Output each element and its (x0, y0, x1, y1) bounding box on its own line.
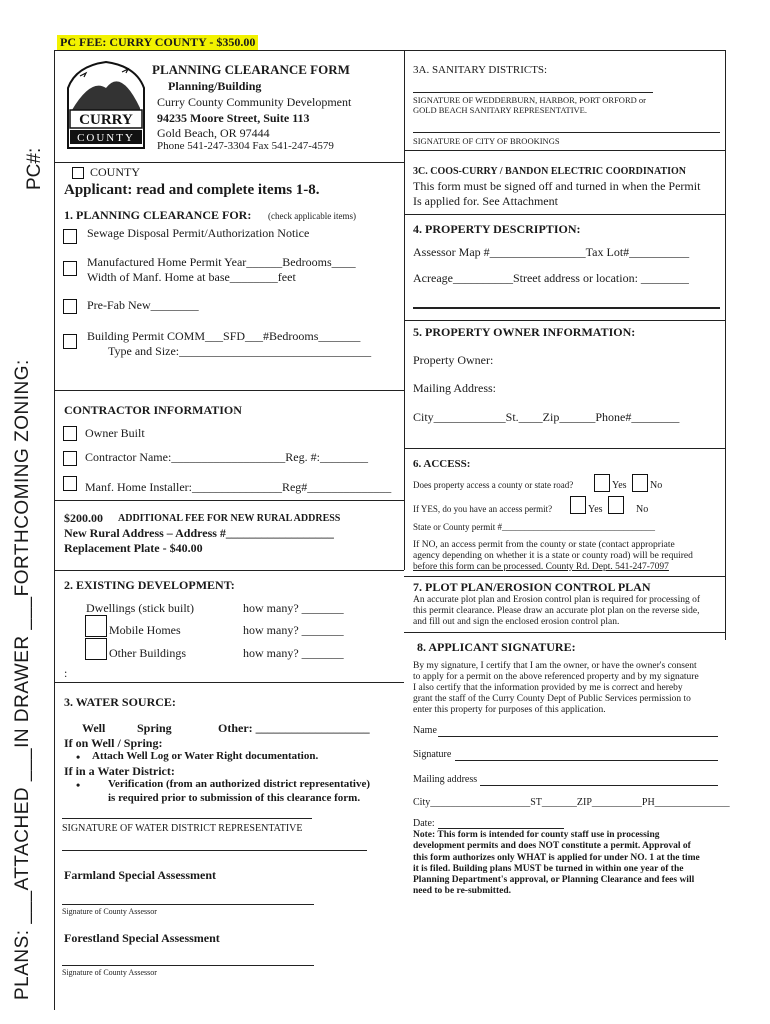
s3c-line2: Is applied for. See Attachment (413, 194, 558, 208)
bullet2: • (76, 778, 81, 792)
dwellings-label: Dwellings (stick built) (86, 601, 194, 615)
divider (54, 500, 404, 501)
access-note-line2: agency depending on whether it is a state or county road) will be required (413, 551, 693, 561)
replacement-plate-line: Replacement Plate - $40.00 (64, 541, 203, 555)
water-district-heading: If in a Water District: (64, 764, 175, 778)
cert-line1: By my signature, I certify that I am the owner, or have the owner's consent (413, 661, 697, 671)
sewage-label: Sewage Disposal Permit/Authorization Notice (87, 226, 310, 240)
signature-input-line[interactable] (455, 760, 718, 761)
applicant-mailing-label: Mailing address (413, 774, 478, 785)
access-no-label: No (650, 480, 663, 491)
plot-plan-note (413, 595, 700, 628)
form-title: PLANNING CLEARANCE FORM (152, 62, 350, 77)
s6-heading: 6. ACCESS: (413, 458, 471, 470)
signature-line (62, 818, 312, 819)
cert-line4: grant the staff of the Curry County Dept of Public Services permission to (413, 694, 691, 704)
svg-text:CURRY: CURRY (79, 112, 133, 128)
access-note-line3: before this form can be processed. County Rd. Dept. 541-247-7097 (413, 562, 669, 572)
curry-county-logo (66, 58, 146, 150)
assessor-map-field[interactable]: Assessor Map #________________Tax Lot#__________ (413, 245, 690, 259)
forest-assessor-signature: Signature of County Assessor (62, 968, 157, 977)
road-access-question: Does property access a county or state road? (413, 480, 574, 490)
mobile-homes-label: Mobile Homes (109, 623, 181, 637)
property-owner-field[interactable]: Property Owner: (413, 353, 494, 367)
contractor-heading: CONTRACTOR INFORMATION (64, 403, 242, 417)
signature-line (413, 92, 653, 93)
s1-heading: 1. PLANNING CLEARANCE FOR: (64, 208, 252, 222)
divider (404, 632, 726, 633)
access-yes-checkbox[interactable] (594, 474, 610, 492)
farmland-heading: Farmland Special Assessment (64, 868, 217, 882)
mfh-line1: Manufactured Home Permit Year______Bedrooms____ (87, 255, 356, 269)
well-spring-heading: If on Well / Spring: (64, 736, 163, 750)
top-border (54, 50, 726, 51)
date-label: Date: (413, 818, 435, 829)
building-permit-checkbox[interactable] (63, 334, 77, 349)
form-subtitle: Planning/Building (168, 79, 262, 93)
divider (404, 448, 726, 449)
contractor-checkbox[interactable] (63, 451, 77, 466)
manufactured-home-checkbox[interactable] (63, 261, 77, 276)
access-note (413, 540, 693, 573)
certification-text (413, 661, 699, 716)
access-no-checkbox[interactable] (632, 474, 648, 492)
agency-phone: Phone 541-247-3304 Fax 541-247-4579 (157, 140, 334, 152)
s3a-heading: 3A. SANITARY DISTRICTS: (413, 64, 548, 76)
bp-line1: Building Permit COMM___SFD___#Bedrooms_______ (87, 329, 361, 343)
plot-plan-line1: An accurate plot plan and Erosion control plan is required for processing of (413, 595, 701, 605)
permit-yes-label: Yes (588, 504, 603, 515)
permit-no-checkbox[interactable] (608, 496, 624, 514)
divider (404, 214, 726, 215)
agency-street: 94235 Moore Street, Suite 113 (157, 111, 310, 125)
well-log-instruction: Attach Well Log or Water Right documentation. (92, 750, 319, 762)
bullet1: • (76, 750, 81, 764)
mailing-address-field[interactable]: Mailing Address: (413, 381, 496, 395)
divider (54, 570, 404, 571)
spring-label[interactable]: Spring (137, 721, 172, 735)
cert-line5: enter this property for purposes of this application. (413, 705, 606, 715)
divider (54, 162, 404, 163)
permit-number-field[interactable]: State or County permit #__________________________________ (413, 522, 655, 532)
other-source-field[interactable]: Other: ___________________ (218, 721, 370, 735)
signature-line (62, 965, 314, 966)
s7-heading: 7. PLOT PLAN/EROSION CONTROL PLAN (413, 580, 651, 594)
note-line3: this form authorizes only WHAT is applied for under NO. 1 at the time (413, 852, 700, 863)
blank-line (413, 307, 720, 309)
s3c-heading: 3C. COOS-CURRY / BANDON ELECTRIC COORDINATION (413, 166, 687, 177)
agency-city: Gold Beach, OR 97444 (157, 126, 270, 140)
applicant-title: Applicant: read and complete items 1-8. (64, 182, 320, 198)
note-line1: Note: This form is intended for county staff use in processing (413, 830, 660, 840)
name-input-line[interactable] (438, 736, 718, 737)
svg-text:COUNTY: COUNTY (77, 132, 135, 144)
acreage-field[interactable]: Acreage__________Street address or location: ________ (413, 271, 689, 285)
applicant-name-label: Name (413, 725, 437, 736)
cert-line3: I also certify that the information provided by me is correct and hereby (413, 683, 683, 693)
divider (404, 150, 726, 151)
s8-heading: 8. APPLICANT SIGNATURE: (417, 640, 576, 654)
note-line5: Planning Department's approval, or Planning Clearance and fees will (413, 875, 695, 886)
verification-line2: is required prior to submission of this clearance form. (108, 792, 361, 804)
right-border (725, 50, 726, 640)
s3-heading: 3. WATER SOURCE: (64, 695, 176, 709)
access-permit-question: If YES, do you have an access permit? (413, 504, 553, 514)
colon-mark: : (64, 666, 68, 680)
divider (54, 390, 404, 391)
county-checkbox[interactable] (72, 167, 84, 179)
signature-line (62, 904, 314, 905)
rural-fee-amount: $200.00 (64, 511, 103, 525)
brookings-signature: SIGNATURE OF CITY OF BROOKINGS (413, 136, 560, 146)
permit-yes-checkbox[interactable] (570, 496, 586, 514)
sanitary-signature-1b: GOLD BEACH SANITARY REPRESENTATIVE. (413, 105, 587, 115)
other-buildings-checkbox[interactable] (85, 638, 107, 660)
s1-note: (check applicable items) (268, 211, 356, 221)
access-note-line1: If NO, an access permit from the county or state (contact appropriate (413, 540, 675, 550)
signature-line (62, 850, 367, 851)
s4-heading: 4. PROPERTY DESCRIPTION: (413, 222, 581, 236)
divider (54, 682, 404, 683)
plot-plan-line2: this permit clearance. Please draw an accurate plot plan on the reverse side, (413, 606, 700, 616)
note-line6: need to be re-submitted. (413, 886, 511, 897)
s3c-line1: This form must be signed off and turned in when the Permit (413, 179, 701, 193)
rural-fee-label: ADDITIONAL FEE FOR NEW RURAL ADDRESS (118, 513, 341, 524)
mobile-homes-checkbox[interactable] (85, 615, 107, 637)
center-divider (404, 50, 405, 570)
mailing-input-line[interactable] (480, 785, 718, 786)
installer-field[interactable]: Manf. Home Installer:_______________Reg#______________ (85, 480, 392, 494)
sewage-checkbox[interactable] (63, 229, 77, 244)
permit-no-label: No (636, 504, 649, 515)
well-label[interactable]: Well (82, 721, 106, 735)
applicant-signature-label: Signature (413, 749, 452, 760)
fee-banner: PC FEE: CURRY COUNTY - $350.00 (57, 35, 258, 50)
access-yes-label: Yes (612, 480, 627, 491)
s5-heading: 5. PROPERTY OWNER INFORMATION: (413, 325, 636, 339)
mfh-line2: Width of Manf. Home at base________feet (87, 270, 296, 284)
verification-line1: Verification (from an authorized district representative) (108, 778, 371, 790)
forestland-heading: Forestland Special Assessment (64, 931, 220, 945)
rural-address-line[interactable]: New Rural Address – Address #__________________ (64, 526, 334, 540)
left-border (54, 50, 55, 1010)
side-status-label: PLANS: ___ATTACHED ___IN DRAWER ___FORTHCOMING ZONING: (12, 359, 33, 1000)
prefab-label: Pre-Fab New________ (87, 298, 199, 312)
bp-line2: Type and Size:________________________________ (108, 344, 372, 358)
prefab-checkbox[interactable] (63, 299, 77, 314)
sanitary-signature-1a: SIGNATURE OF WEDDERBURN, HARBOR, PORT ORFORD or (413, 95, 646, 105)
date-input-line[interactable] (438, 828, 564, 829)
note-line4: it is filed. Building plans MUST be turned in within one year of the (413, 863, 684, 874)
owner-built-label: Owner Built (85, 426, 145, 440)
water-district-signature-label: SIGNATURE OF WATER DISTRICT REPRESENTATIVE (62, 823, 303, 834)
owner-city-field[interactable]: City____________St.____Zip______Phone#________ (413, 410, 680, 424)
other-buildings-label: Other Buildings (109, 646, 186, 660)
owner-built-checkbox[interactable] (63, 426, 77, 441)
note-line2: development permits and does NOT constitute a permit. Approval of (413, 841, 691, 852)
county-label: COUNTY (90, 165, 140, 179)
pc-number-label: PC#: (24, 147, 45, 190)
cert-line2: to apply for a permit on the above referenced property and by my signature (413, 672, 699, 682)
agency-name: Curry County Community Development (157, 95, 352, 109)
staff-note (413, 830, 700, 898)
dwellings-count[interactable]: how many? _______ (243, 601, 344, 615)
applicant-city-field[interactable]: City____________________ST_______ZIP__________PH_______________ (413, 797, 730, 808)
mobile-homes-count[interactable]: how many? _______ (243, 623, 344, 637)
contractor-name-field[interactable]: Contractor Name:___________________Reg. #:________ (85, 450, 368, 464)
installer-checkbox[interactable] (63, 476, 77, 491)
farm-assessor-signature: Signature of County Assessor (62, 907, 157, 916)
divider (404, 320, 726, 321)
divider (404, 576, 726, 577)
signature-line (413, 132, 720, 133)
plot-plan-line3: and fill out and sign the enclosed erosion control plan. (413, 617, 620, 627)
other-buildings-count[interactable]: how many? _______ (243, 646, 344, 660)
s2-heading: 2. EXISTING DEVELOPMENT: (64, 578, 235, 592)
